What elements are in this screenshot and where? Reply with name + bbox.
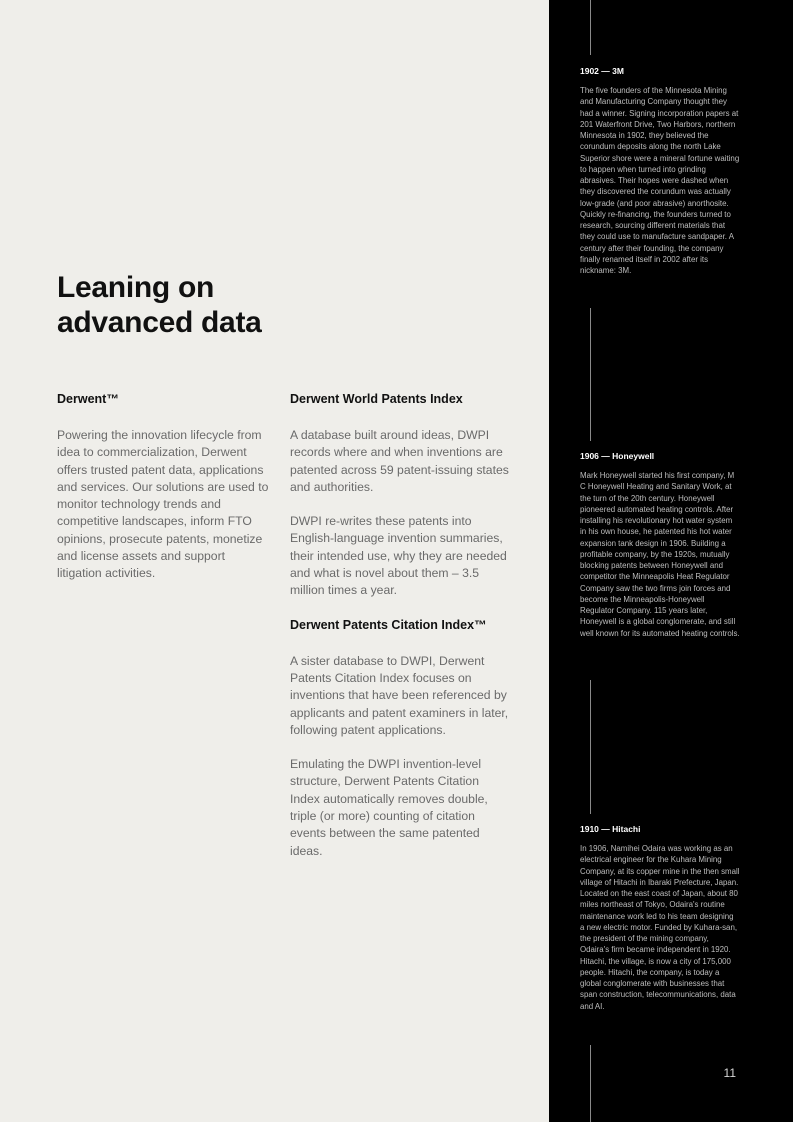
timeline-connector <box>590 0 591 55</box>
timeline-entry-body: The five founders of the Minnesota Mining and Manufacturing Company thought they had a winner. Signing incorporation papers at 201 Waterfront Drive, Two Harbors, northern Minnesota in 1902, they believed the corundum deposits along the north Lake Superior shore were a mineral fortune waiting to happen when turned into grinding abrasives. Their hopes were dashed when they discovered the corundum was actually low-grade (and poor abrasive) anorthosite. Quickly re-financing, the founders turned to research, sourcing different materials that they could use to manufacture sandpaper. A century after their founding, the company finally renamed itself in 2002 after its nickname: 3M. <box>580 86 740 275</box>
timeline-entry-honeywell <box>580 451 740 639</box>
dwpi-heading: Derwent World Patents Index <box>290 392 463 406</box>
timeline-entry-3m <box>580 66 740 276</box>
timeline-connector <box>590 308 591 441</box>
timeline-entry-hitachi <box>580 824 740 1012</box>
citation-index-paragraph-2: Emulating the DWPI invention-level structure, Derwent Patents Citation Index automatically removes double, triple (or more) counting of citation events between the same patented ideas. <box>290 757 488 858</box>
timeline-connector <box>590 1045 591 1122</box>
dwpi-paragraph-2: DWPI re-writes these patents into English-language invention summaries, their intended use, why they are needed and what is novel about them – 3.5 million times a year. <box>290 514 507 598</box>
database-column <box>290 391 512 877</box>
page-number: 11 <box>723 1066 736 1080</box>
timeline-entry-body: In 1906, Namihei Odaira was working as an electrical engineer for the Kuhara Mining Company, at its copper mine in the then small village of Hitachi in Ibaraki Prefecture, Japan. Located on the east coast of Japan, about 80 miles northeast of Tokyo, Odaira's routine maintenance work led to his team designing a new electric motor. Funded by Kuhara-san, the president of the mining company, Odaira's firm became independent in 1920. Hitachi, the village, is now a city of 175,000 people. Hitachi, the company, is today a global conglomerate with businesses that span construction, telecommunications, data and AI. <box>580 844 740 1011</box>
derwent-column <box>57 391 273 600</box>
timeline-entry-title: 1906 — Honeywell <box>580 451 655 461</box>
page-title <box>57 270 357 340</box>
timeline-entry-title: 1910 — Hitachi <box>580 824 641 834</box>
citation-index-paragraph-1: A sister database to DWPI, Derwent Patents Citation Index focuses on inventions that have been referenced by applicants and patent examiners in later, following patent applications. <box>290 653 509 737</box>
dwpi-paragraph-1: A database built around ideas, DWPI records where and when inventions are patented across 59 patent-issuing states and authorities. <box>290 428 509 494</box>
citation-index-heading: Derwent Patents Citation Index™ <box>290 617 487 632</box>
timeline-connector <box>590 680 591 814</box>
timeline-entry-title: 1902 — 3M <box>580 66 624 76</box>
page-title-line-2: advanced data <box>57 306 262 339</box>
timeline-panel <box>549 0 793 1122</box>
timeline-entry-body: Mark Honeywell started his first company, M C Honeywell Heating and Sanitary Work, at the turn of the 20th century. Honeywell pioneered automated heating controls. After installing his revolutionary hot water system in his own house, he patented his hot water expansion tank design in 1906. Building a profitable company, by the 1920s, mutually blocking patents between Honeywell and competitor the Minneapolis Heat Regulator Company saw the two firms join forces and become the Minneapolis-Honeywell Regulator Company. 115 years later, Honeywell is a global conglomerate, and still well known for its automated heating controls. <box>580 471 740 638</box>
derwent-body: Powering the innovation lifecycle from idea to commercialization, Derwent offers trusted patent data, applications and services. Our solutions are used to monitor technology trends and competitive landscapes, inform FTO opinions, prosecute patents, monetize and license assets and support litigation activities. <box>57 428 269 581</box>
page-title-line-1: Leaning on <box>57 271 214 304</box>
derwent-heading: Derwent™ <box>57 392 119 406</box>
